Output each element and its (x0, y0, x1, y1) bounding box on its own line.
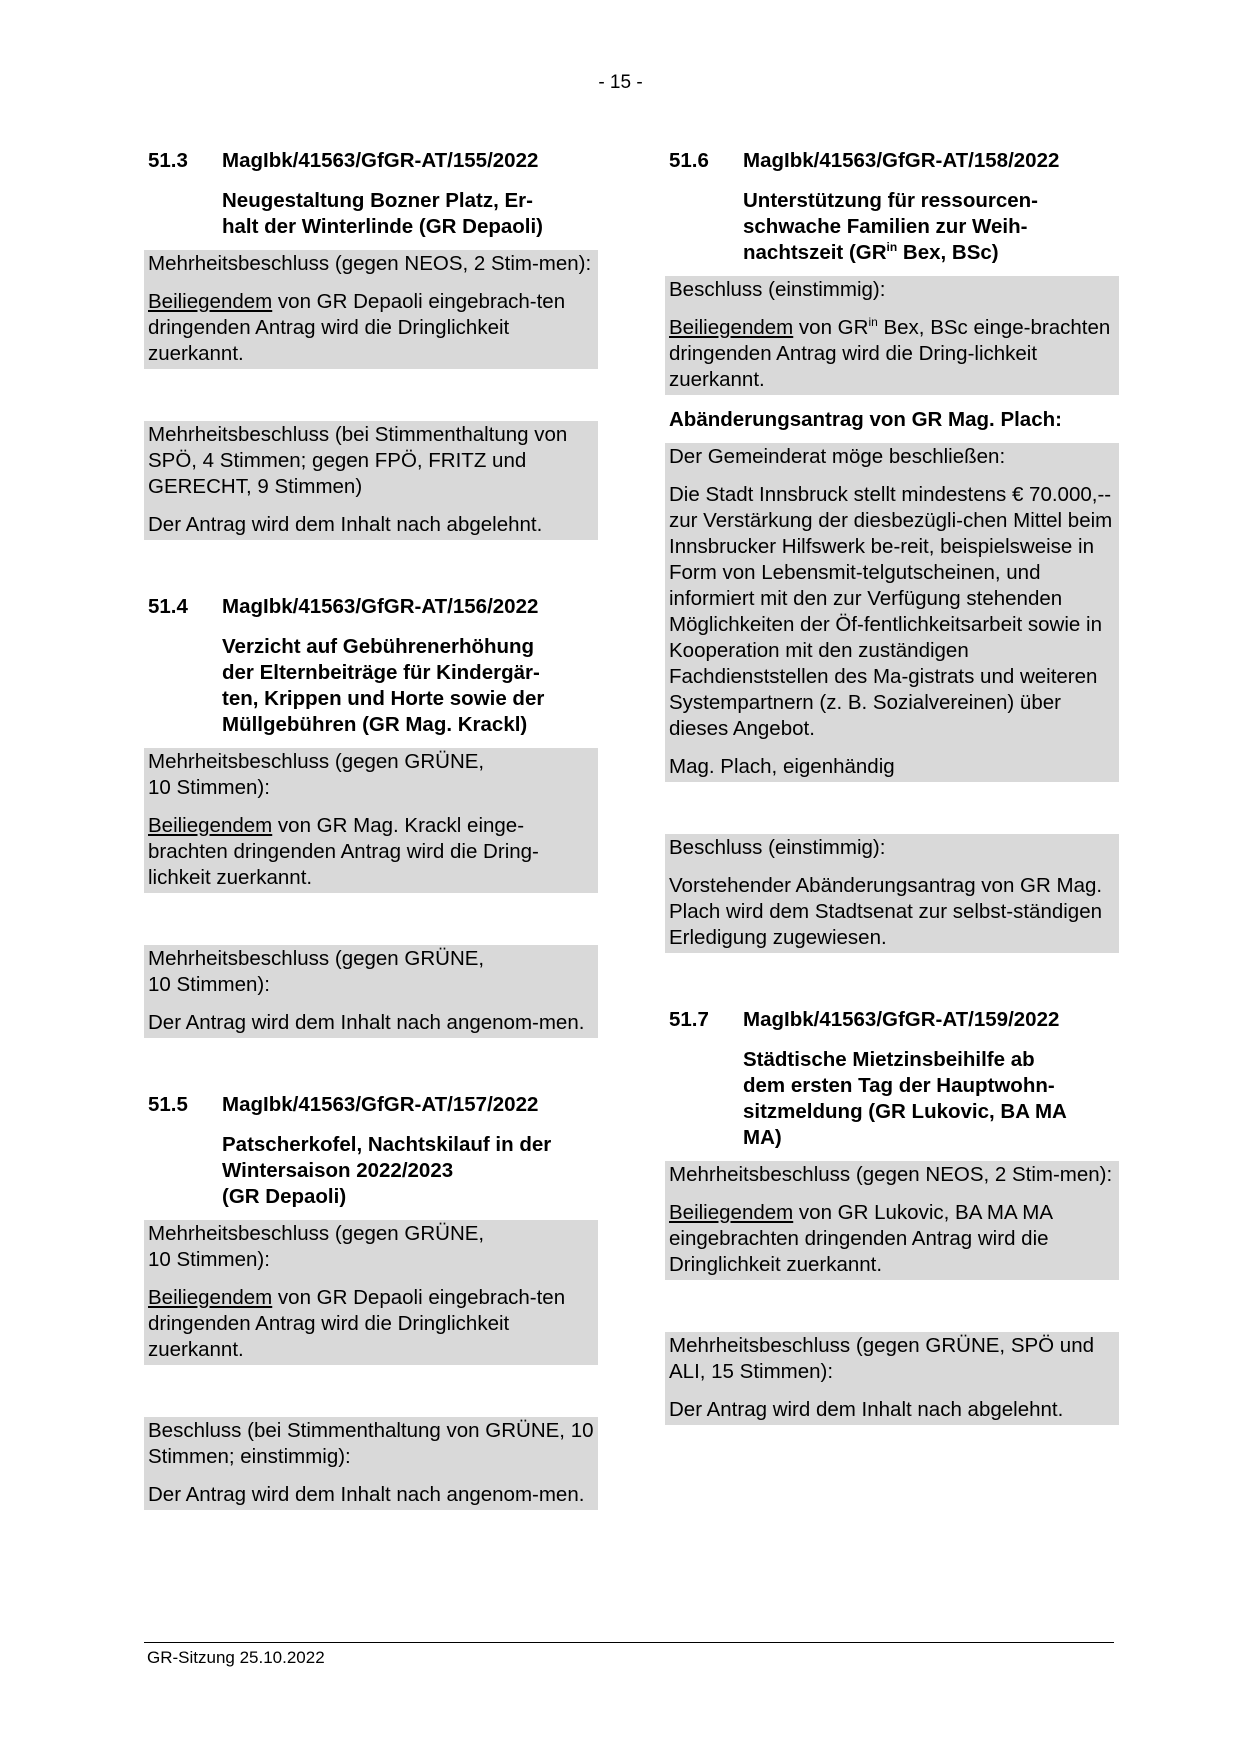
agenda-item-51-5 (144, 1092, 598, 1510)
title-line: der Elternbeiträge für Kindergär- (222, 661, 540, 684)
resolution-text-body: Bex, BSc einge-brachten dringenden Antrag wird die Dring-lichkeit zuerkannt. (669, 316, 1111, 391)
item-reference: MagIbk/41563/GfGR-AT/158/2022 (743, 149, 1060, 172)
title-line: Wintersaison 2022/2023 (222, 1159, 454, 1182)
resolution-text (669, 1200, 1115, 1278)
item-header (144, 148, 598, 174)
right-column (665, 148, 1119, 1425)
resolution-text (669, 315, 1115, 393)
item-reference: MagIbk/41563/GfGR-AT/155/2022 (222, 149, 539, 172)
item-reference: MagIbk/41563/GfGR-AT/156/2022 (222, 595, 539, 618)
title-line: Müllgebühren (GR Mag. Krackl) (222, 713, 528, 736)
agenda-item-51-7 (665, 1007, 1119, 1425)
item-number: 51.6 (669, 149, 709, 172)
footer-divider (144, 1642, 1114, 1643)
resolution-type: Mehrheitsbeschluss (gegen GRÜNE, SPÖ und ALI, 15 Stimmen): (669, 1334, 1095, 1383)
resolution-type (148, 749, 594, 801)
agenda-item-51-6 (665, 148, 1119, 953)
resolution-box (144, 421, 598, 540)
page-number: - 15 - (598, 72, 643, 93)
resolution-text-body: von GR Mag. Krackl einge-brachten dringenden Antrag wird die Dring-lichkeit zuerkannt. (148, 814, 539, 889)
resolution-box (144, 250, 598, 369)
resolution-line: 10 Stimmen): (148, 973, 270, 996)
footer-text: GR-Sitzung 25.10.2022 (147, 1648, 325, 1667)
resolution-text (148, 813, 594, 891)
resolution-line: Mehrheitsbeschluss (gegen GRÜNE, (148, 947, 485, 970)
item-title (144, 188, 598, 240)
resolution-text-body: von GR (793, 316, 869, 339)
superscript: in (886, 240, 898, 255)
underlined-word: Beiliegendem (669, 316, 794, 339)
resolution-text: Der Antrag wird dem Inhalt nach abgelehnt. (669, 1398, 1064, 1421)
resolution-type: Beschluss (einstimmig): (669, 836, 886, 859)
title-line: Städtische Mietzinsbeihilfe ab (743, 1048, 1035, 1071)
agenda-item-51-3 (144, 148, 598, 540)
item-title (144, 1132, 598, 1210)
resolution-text-body: von GR Lukovic, BA MA MA eingebrachten dringenden Antrag wird die Dringlichkeit zuerkannt. (669, 1201, 1052, 1276)
item-reference: MagIbk/41563/GfGR-AT/159/2022 (743, 1008, 1060, 1031)
resolution-box (665, 1161, 1119, 1280)
amendment-heading: Abänderungsantrag von GR Mag. Plach: (669, 408, 1062, 431)
title-line: schwache Familien zur Weih- (743, 215, 1028, 238)
resolution-type: Mehrheitsbeschluss (gegen NEOS, 2 Stim-men): (148, 252, 592, 275)
item-number: 51.7 (669, 1008, 709, 1031)
resolution-box (144, 1417, 598, 1510)
left-column (144, 148, 598, 1510)
resolution-box (144, 748, 598, 893)
resolution-text: Vorstehender Abänderungsantrag von GR Mag. Plach wird dem Stadtsenat zur selbst-ständigen Erledigung zugewiesen. (669, 874, 1103, 949)
title-line: dem ersten Tag der Hauptwohn- (743, 1074, 1055, 1097)
title-line: Verzicht auf Gebührenerhöhung (222, 635, 535, 658)
resolution-text: Der Antrag wird dem Inhalt nach angenom-men. (148, 1483, 585, 1506)
item-number: 51.3 (148, 149, 188, 172)
title-line: Neugestaltung Bozner Platz, Er- (222, 189, 533, 212)
resolution-text: Der Antrag wird dem Inhalt nach angenom-men. (148, 1011, 585, 1034)
resolution-type: Beschluss (einstimmig): (669, 278, 886, 301)
underlined-word: Beiliegendem (148, 814, 273, 837)
resolution-text-body: von GR Depaoli eingebrach-ten dringenden Antrag wird die Dringlichkeit zuerkannt. (148, 290, 566, 365)
resolution-text-body: von GR Depaoli eingebrach-ten dringenden Antrag wird die Dringlichkeit zuerkannt. (148, 1286, 566, 1361)
resolution-type: Mehrheitsbeschluss (gegen NEOS, 2 Stim-men): (669, 1163, 1113, 1186)
resolution-type: Beschluss (bei Stimmenthaltung von GRÜNE, 10 Stimmen; einstimmig): (148, 1419, 594, 1468)
amendment-intro: Der Gemeinderat möge beschließen: (669, 445, 1006, 468)
resolution-line: 10 Stimmen): (148, 1248, 270, 1271)
resolution-line: Mehrheitsbeschluss (gegen GRÜNE, (148, 1222, 485, 1245)
resolution-text (148, 1285, 594, 1363)
resolution-type (148, 1221, 594, 1273)
resolution-text: Der Antrag wird dem Inhalt nach abgelehnt. (148, 513, 543, 536)
title-line: Patscherkofel, Nachtskilauf in der (222, 1133, 552, 1156)
underlined-word: Beiliegendem (669, 1201, 794, 1224)
title-line: (GR Depaoli) (222, 1185, 347, 1208)
resolution-line: 10 Stimmen): (148, 776, 270, 799)
title-line: halt der Winterlinde (GR Depaoli) (222, 215, 544, 238)
agenda-item-51-4 (144, 594, 598, 1038)
underlined-word: Beiliegendem (148, 290, 273, 313)
item-header (665, 1007, 1119, 1033)
title-line: nachtszeit (GR (743, 241, 887, 264)
title-line: MA) (743, 1126, 782, 1149)
amendment-box (665, 443, 1119, 782)
item-number: 51.5 (148, 1093, 188, 1116)
item-header (144, 594, 598, 620)
item-title (665, 188, 1119, 266)
amendment-signature: Mag. Plach, eigenhändig (669, 755, 895, 778)
resolution-box (144, 945, 598, 1038)
resolution-line: Mehrheitsbeschluss (gegen GRÜNE, (148, 750, 485, 773)
amendment-text: Die Stadt Innsbruck stellt mindestens € 70.000,-- zur Verstärkung der diesbezügli-chen Mittel beim Innsbrucker Hilfswerk be-reit, beispielsweise in Form von Lebensmit-telgutscheinen, und informiert mit den zur Verfügung stehenden Möglichkeiten der Öf-fentlichkeitsarbeit sowie in Kooperation mit den zuständigen Fachdienststellen des Ma-gistrats und weiteren Systempartnern (z. B. Sozialvereinen) über dieses Angebot. (669, 483, 1113, 740)
item-header (665, 148, 1119, 174)
resolution-type (148, 946, 594, 998)
title-line: Bex, BSc) (897, 241, 999, 264)
item-title (144, 634, 598, 738)
resolution-box (665, 834, 1119, 953)
title-line: ten, Krippen und Horte sowie der (222, 687, 545, 710)
superscript: in (868, 315, 878, 330)
resolution-type: Mehrheitsbeschluss (bei Stimmenthaltung von SPÖ, 4 Stimmen; gegen FPÖ, FRITZ und GERECHT, 9 Stimmen) (148, 423, 568, 498)
item-reference: MagIbk/41563/GfGR-AT/157/2022 (222, 1093, 539, 1116)
underlined-word: Beiliegendem (148, 1286, 273, 1309)
item-header (144, 1092, 598, 1118)
resolution-box (144, 1220, 598, 1365)
title-line: sitzmeldung (GR Lukovic, BA MA (743, 1100, 1067, 1123)
title-line: Unterstützung für ressourcen- (743, 189, 1038, 212)
resolution-box (665, 1332, 1119, 1425)
item-title (665, 1047, 1119, 1151)
item-number: 51.4 (148, 595, 188, 618)
resolution-text (148, 289, 594, 367)
resolution-box (665, 276, 1119, 395)
